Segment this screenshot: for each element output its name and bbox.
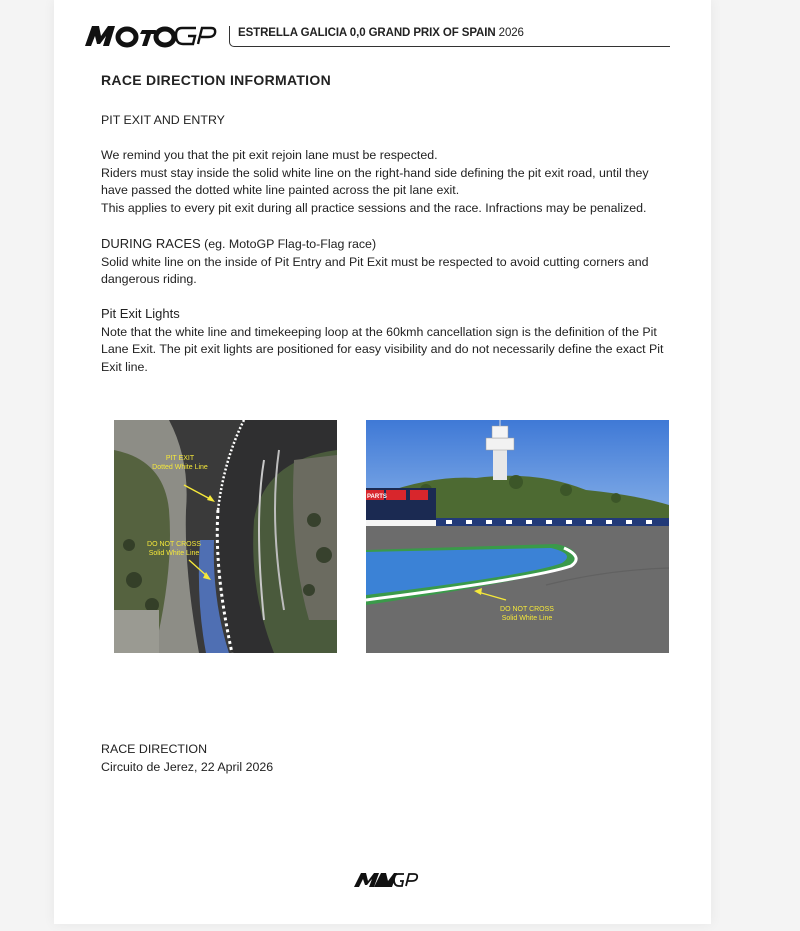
- section2: [101, 235, 671, 289]
- section1-body: We remind you that the pit exit rejoin lane must be respected. Riders must stay inside the solid white line on the right-hand side defining the pit exit road, until they have passed the dotted white line painted across the pit lane exit. This applies to every pit exit during all practice sessions and the race. Infractions may be penalized.: [101, 148, 649, 215]
- section2-heading: DURING RACES (eg. MotoGP Flag-to-Flag race): [101, 236, 377, 251]
- motogp-footer-logo: [352, 869, 420, 891]
- event-title: ESTRELLA GALICIA 0,0 GRAND PRIX OF SPAIN 2026: [238, 27, 524, 39]
- trackside-label-do-not-cross: DO NOT CROSS: [500, 606, 554, 613]
- aerial-label-dotted-line: Dotted White Line: [152, 464, 208, 471]
- signature-line-2: Circuito de Jerez, 22 April 2026: [101, 759, 274, 774]
- motogp-logo: [84, 22, 218, 48]
- section2-body: Solid white line on the inside of Pit Entry and Pit Exit must be respected to avoid cutting corners and dangerous riding.: [101, 254, 649, 287]
- aerial-label-solid-line: Solid White Line: [148, 550, 200, 557]
- aerial-pit-exit-photo: [114, 420, 337, 653]
- aerial-label-do-not-cross: DO NOT CROSS: [147, 541, 201, 548]
- banner-text: PARTS: [367, 494, 387, 500]
- signature-line-1: RACE DIRECTION: [101, 742, 208, 756]
- document-title: RACE DIRECTION INFORMATION: [101, 72, 331, 88]
- signature-block: [101, 741, 671, 776]
- document-page: [54, 0, 711, 924]
- section3-heading: Pit Exit Lights: [101, 306, 180, 321]
- section1-heading: PIT EXIT AND ENTRY: [101, 113, 225, 127]
- trackside-pit-exit-photo: [366, 420, 669, 653]
- trackside-label-solid-line: Solid White Line: [501, 615, 553, 622]
- aerial-label-pit-exit: PIT EXIT: [165, 455, 195, 462]
- page-header: [84, 22, 670, 48]
- section3: [101, 305, 671, 376]
- section3-body: Note that the white line and timekeeping loop at the 60kmh cancellation sign is the definition of the Pit Lane Exit. The pit exit lights are positioned for easy visibility and do not necessarily define the exact Pit Exit line.: [101, 324, 664, 374]
- header-rule: [229, 26, 670, 47]
